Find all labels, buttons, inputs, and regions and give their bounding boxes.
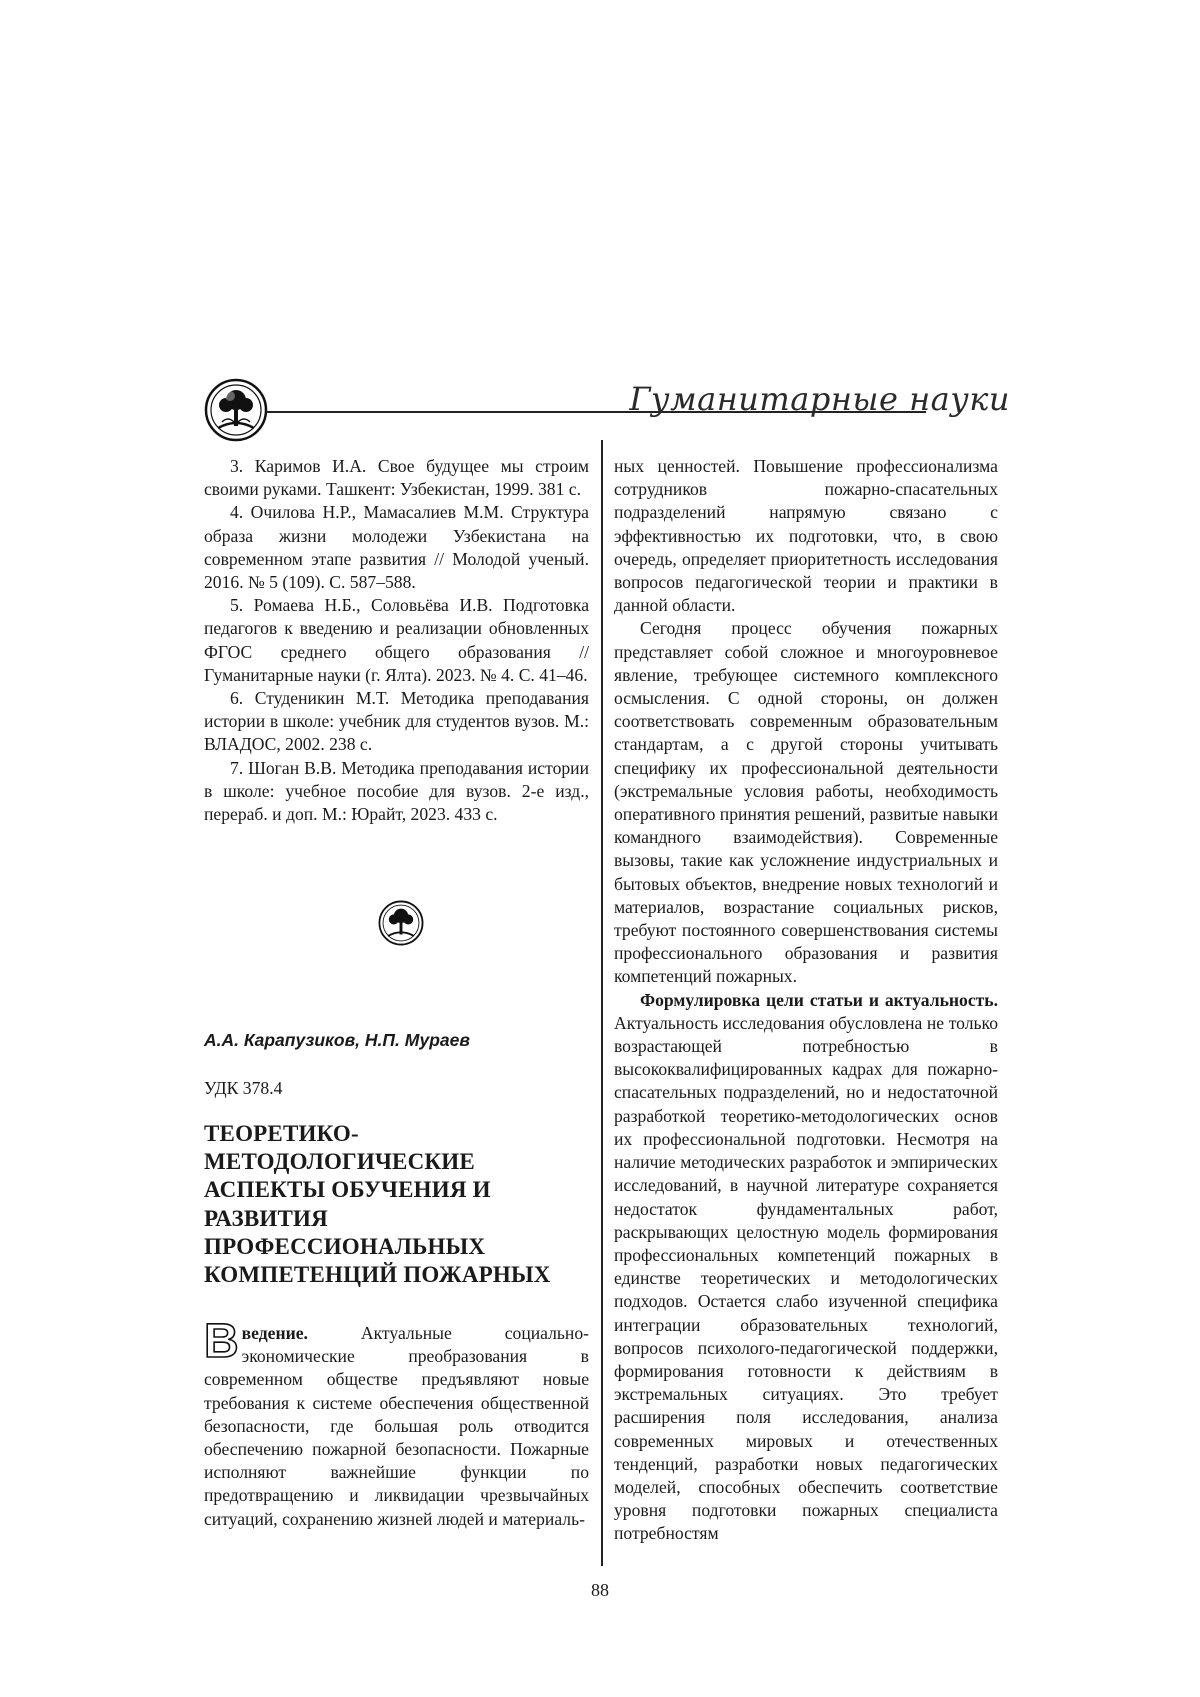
article-authors: А.А. Карапузиков, Н.П. Мураев (204, 1030, 470, 1050)
references-list (204, 455, 589, 826)
intro-lead: ведение. (241, 1323, 308, 1343)
body-paragraph (614, 989, 998, 1546)
drop-cap: В (204, 1315, 239, 1368)
section-text: Актуальность исследования обусловлена не только возрастающей потребностью в высококвалифицированных кадрах для пожарно-спасательных подразделений, но и недостаточной разработкой теоретико-методологических основ их профессиональной подготовки. Несмотря на наличие методических разработок и эмпирических исследований, в научной литературе сохраняется недостаток фундаментальных работ, раскрывающих целостную модель формирования профессиональных компетенций пожарных в единстве теоретических и методологических подходов. Остается слабо изученной специфика интеграции образовательных технологий, вопросов психолого-педагогической поддержки, формирования готовности к действиям в экстремальных ситуациях. Это требует расширения поля исследования, анализа современных мировых и отечественных тенденций, разработки новых педагогических моделей, способных обеспечить соответствие уровня подготовки пожарных специалиста потребностям (614, 1012, 998, 1544)
journal-name: Гуманитарные науки (629, 380, 1010, 418)
intro-text: Актуальные социально-экономические преобразования в современном обществе предъявляют новые требования к системе обеспечения общественной безопасности, где большая роль отводится обеспечению пожарной безопасности. Пожарные исполняют важнейшие функции по предотвращению и ликвидации чрезвычайных ситуаций, сохранению жизней людей и материаль- (204, 1323, 589, 1529)
body-paragraph: ных ценностей. Повышение профессионализма сотрудников пожарно-спасательных подразделений напрямую связано с эффективностью их подготовки, что, в свою очередь, определяет приоритетность исследования вопросов педагогической теории и практики в данной области. (614, 456, 998, 616)
udk-code: УДК 378.4 (204, 1078, 283, 1098)
right-column (614, 455, 998, 1546)
tree-emblem-icon (378, 900, 424, 946)
reference-item: 7. Шоган В.В. Методика преподавания истории в школе: учебное пособие для вузов. 2-е изд., перераб. и доп. М.: Юрайт, 2023. 433 с. (204, 757, 589, 825)
tree-emblem-icon (204, 378, 268, 442)
body-paragraph: Сегодня процесс обучения пожарных представляет собой сложное и многоуровневое явление, требующее системного комплексного осмысления. С одной стороны, он должен соответствовать современным образовательным стандартам, а с другой стороны учитывать специфику их профессиональной деятельности (экстремальные условия работы, необходимость оперативного принятия решений, развитые навыки командного взаимодействия). Современные вызовы, такие как усложнение индустриальных и бытовых объектов, внедрение новых технологий и материалов, возрастание социальных рисков, требуют постоянного совершенствования системы профессионального образования и развития компетенций пожарных. (614, 618, 998, 987)
reference-item: 3. Каримов И.А. Свое будущее мы строим своими руками. Ташкент: Узбекистан, 1999. 381 с. (204, 456, 589, 500)
column-divider (601, 440, 603, 1566)
reference-item: 4. Очилова Н.Р., Мамасалиев М.М. Структура образа жизни молодежи Узбекистана на современном этапе развития // Молодой ученый. 2016. № 5 (109). С. 587–588. (204, 502, 589, 593)
introduction-paragraph (204, 1315, 589, 1531)
page-header (204, 378, 1010, 448)
article-title: ТЕОРЕТИКО-МЕТОДОЛОГИЧЕСКИЕ АСПЕКТЫ ОБУЧЕНИЯ И РАЗВИТИЯ ПРОФЕССИОНАЛЬНЫХ КОМПЕТЕНЦИЙ ПОЖАРНЫХ (204, 1121, 551, 1288)
page-number: 88 (591, 1580, 609, 1600)
reference-item: 6. Студеникин М.Т. Методика преподавания истории в школе: учебник для студентов вузов. М.: ВЛАДОС, 2002. 238 с. (204, 688, 589, 755)
reference-item: 5. Ромаева Н.Б., Соловьёва И.В. Подготовка педагогов к введению и реализации обновленных ФГОС среднего общего образования // Гуманитарные науки (г. Ялта). 2023. № 4. С. 41–46. (204, 595, 589, 685)
section-heading: Формулировка цели статьи и актуальность. (640, 989, 998, 1010)
